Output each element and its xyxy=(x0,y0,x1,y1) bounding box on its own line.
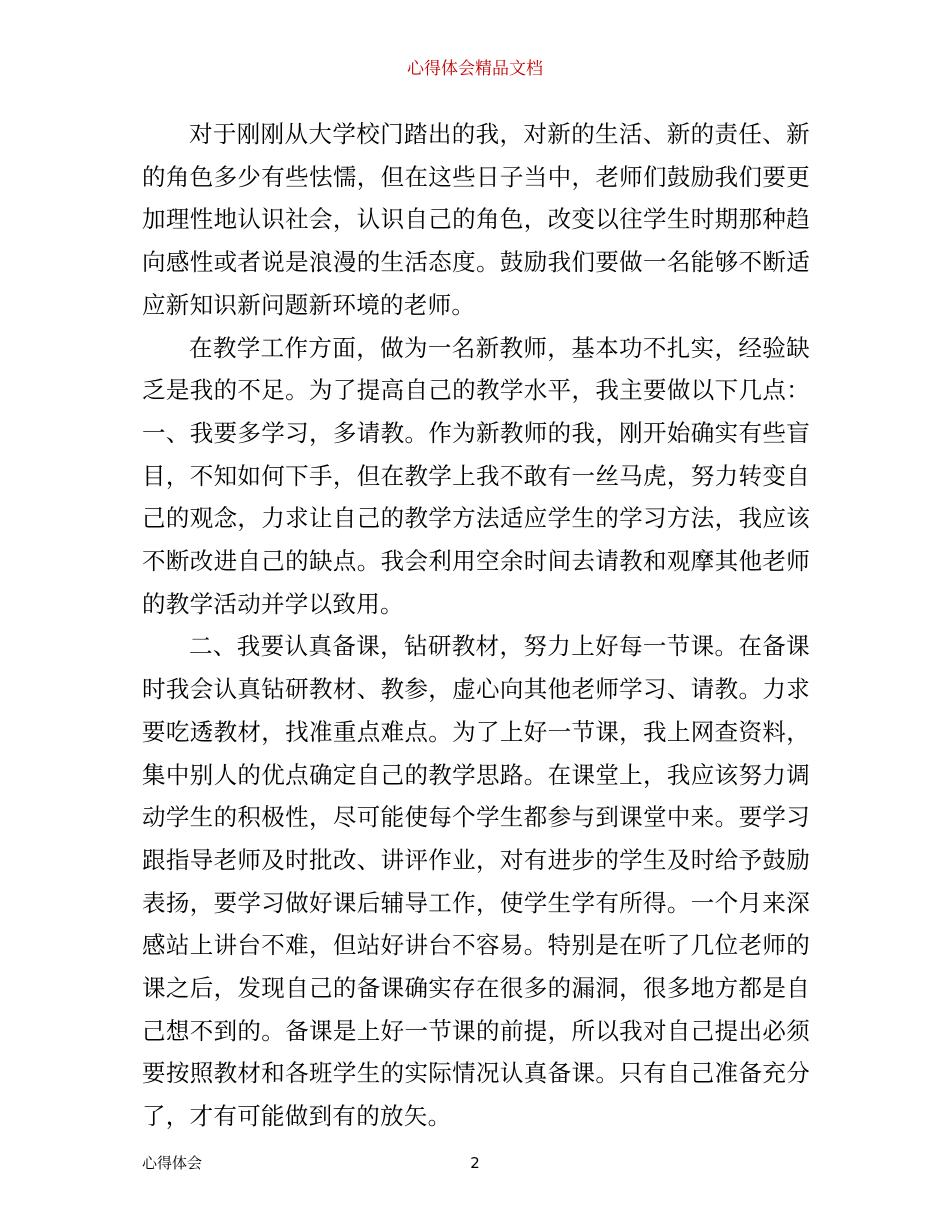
paragraph: 在教学工作方面，做为一名新教师，基本功不扎实，经验缺乏是我的不足。为了提高自己的教学水平，我主要做以下几点：一、我要多学习，多请教。作为新教师的我，刚开始确实有些盲目，不知如何下手，但在教学上我不敢有一丝马虎，努力转变自己的观念，力求让自己的教学方法适应学生的学习方法，我应该不断改进自己的缺点。我会利用空余时间去请教和观摩其他老师的教学活动并学以致用。 xyxy=(142,333,810,618)
page-number: 2 xyxy=(470,1154,480,1172)
paragraph: 对于刚刚从大学校门踏出的我，对新的生活、新的责任、新的角色多少有些怯懦，但在这些日子当中，老师们鼓励我们要更加理性地认识社会，认识自己的角色，改变以往学生时期那种趋向感性或者说是浪漫的生活态度。鼓励我们要做一名能够不断适应新知识新问题新环境的老师。 xyxy=(142,120,810,319)
page-header-title: 心得体会精品文档 xyxy=(407,59,543,79)
footer-label: 心得体会 xyxy=(142,1154,203,1172)
document-body xyxy=(142,113,810,1138)
paragraph: 二、我要认真备课，钻研教材，努力上好每一节课。在备课时我会认真钻研教材、教参，虚心向其他老师学习、请教。力求要吃透教材，找准重点难点。为了上好一节课，我上网查资料，集中别人的优点确定自己的教学思路。在课堂上，我应该努力调动学生的积极性，尽可能使每个学生都参与到课堂中来。要学习跟指导老师及时批改、讲评作业，对有进步的学生及时给予鼓励表扬，要学习做好课后辅导工作，使学生学有所得。一个月来深感站上讲台不难，但站好讲台不容易。特别是在听了几位老师的课之后，发现自己的备课确实存在很多的漏洞，很多地方都是自己想不到的。备课是上好一节课的前提，所以我对自己提出必须要按照教材和各班学生的实际情况认真备课。只有自己准备充分了，才有可能做到有的放矢。 xyxy=(142,632,810,1131)
